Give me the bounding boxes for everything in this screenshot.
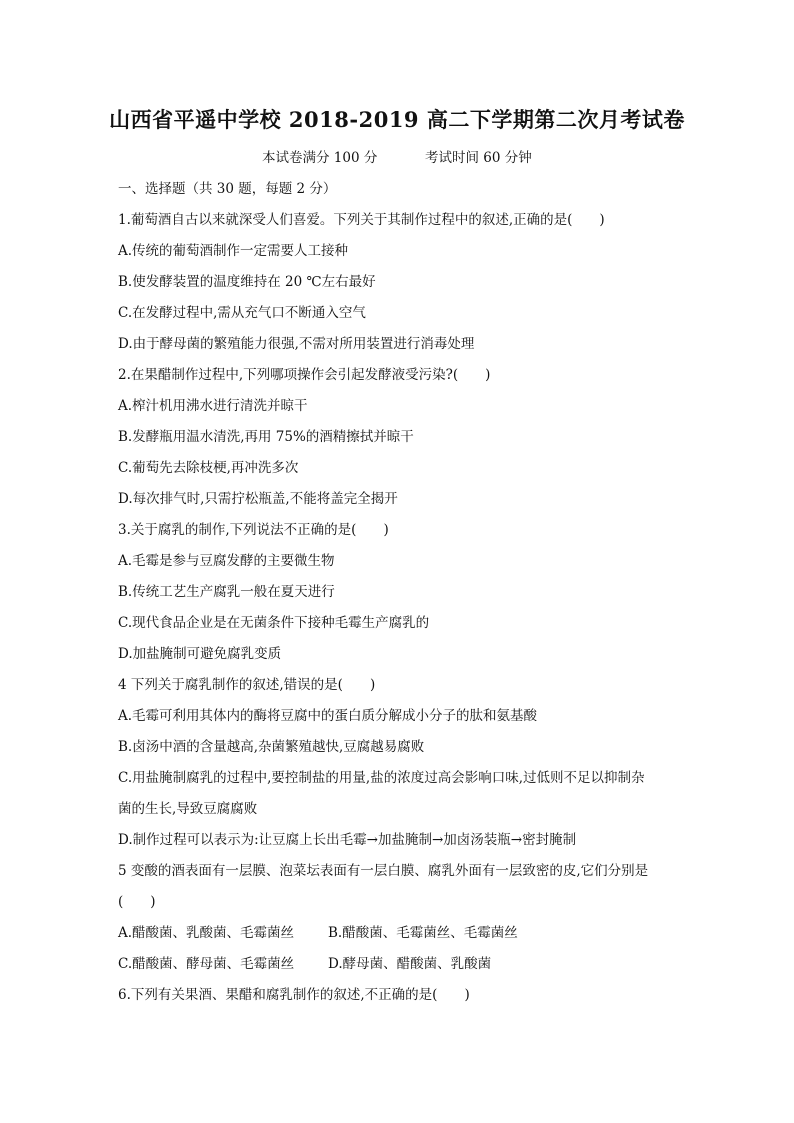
exam-body: [118, 174, 678, 1011]
question-3-stem: 3.关于腐乳的制作,下列说法不正确的是( ): [118, 522, 389, 538]
question-5-stem-line-1: 5 变酸的酒表面有一层膜、泡菜坛表面有一层白膜、腐乳外面有一层致密的皮,它们分别是: [118, 863, 649, 879]
question-2-option-b: B.发酵瓶用温水清洗,再用 75%的酒精擦拭并晾干: [118, 429, 414, 445]
question-1-option-c: C.在发酵过程中,需从充气口不断通入空气: [118, 305, 366, 321]
question-2-stem: 2.在果醋制作过程中,下列哪项操作会引起发酵液受污染?( ): [118, 367, 491, 383]
question-5-options-row-1: [118, 918, 678, 949]
question-1-option-b: B.使发酵装置的温度维持在 20 ℃左右最好: [118, 274, 376, 290]
question-4-option-a: A.毛霉可利用其体内的酶将豆腐中的蛋白质分解成小分子的肽和氨基酸: [118, 708, 538, 724]
question-3-option-c: C.现代食品企业是在无菌条件下接种毛霉生产腐乳的: [118, 615, 430, 631]
question-5-option-b: B.醋酸菌、毛霉菌丝、毛霉菌丝: [328, 925, 518, 941]
question-1-option-a: A.传统的葡萄酒制作一定需要人工接种: [118, 243, 349, 259]
question-3-option-a: A.毛霉是参与豆腐发酵的主要微生物: [118, 553, 335, 569]
full-score-text: 本试卷满分 100 分: [262, 150, 378, 166]
question-1-stem: 1.葡萄酒自古以来就深受人们喜爱。下列关于其制作过程中的叙述,正确的是( ): [118, 212, 605, 228]
question-5-option-a: A.醋酸菌、乳酸菌、毛霉菌丝: [118, 925, 295, 941]
question-5-options-row-2: [118, 949, 678, 980]
question-5-option-c: C.醋酸菌、酵母菌、毛霉菌丝: [118, 956, 295, 972]
question-5-option-d: D.酵母菌、醋酸菌、乳酸菌: [328, 956, 492, 972]
question-4-option-c-line-1: C.用盐腌制腐乳的过程中,要控制盐的用量,盐的浓度过高会影响口味,过低则不足以抑制杂: [118, 770, 645, 786]
question-4-stem: 4 下列关于腐乳制作的叙述,错误的是( ): [118, 677, 376, 693]
question-3-option-b: B.传统工艺生产腐乳一般在夏天进行: [118, 584, 335, 600]
question-2-option-a: A.榨汁机用沸水进行清洗并晾干: [118, 398, 308, 414]
exam-time-text: 考试时间 60 分钟: [425, 150, 532, 166]
question-6-stem: 6.下列有关果酒、果醋和腐乳制作的叙述,不正确的是( ): [118, 987, 470, 1003]
question-5-stem-line-2: ( ): [118, 894, 156, 910]
question-4-option-d: D.制作过程可以表示为:让豆腐上长出毛霉→加盐腌制→加卤汤装瓶→密封腌制: [118, 832, 577, 848]
question-4-option-b: B.卤汤中酒的含量越高,杂菌繁殖越快,豆腐越易腐败: [118, 739, 425, 755]
question-2-option-d: D.每次排气时,只需拧松瓶盖,不能将盖完全揭开: [118, 491, 398, 507]
question-4-option-c-line-2: 菌的生长,导致豆腐腐败: [118, 801, 258, 817]
question-1-option-d: D.由于酵母菌的繁殖能力很强,不需对所用装置进行消毒处理: [118, 336, 475, 352]
question-2-option-c: C.葡萄先去除枝梗,再冲洗多次: [118, 460, 299, 476]
question-3-option-d: D.加盐腌制可避免腐乳变质: [118, 646, 282, 662]
page-title: 山西省平遥中学校 2018-2019 高二下学期第二次月考试卷: [109, 107, 685, 132]
section-heading: 一、选择题（共 30 题，每题 2 分）: [118, 181, 337, 197]
